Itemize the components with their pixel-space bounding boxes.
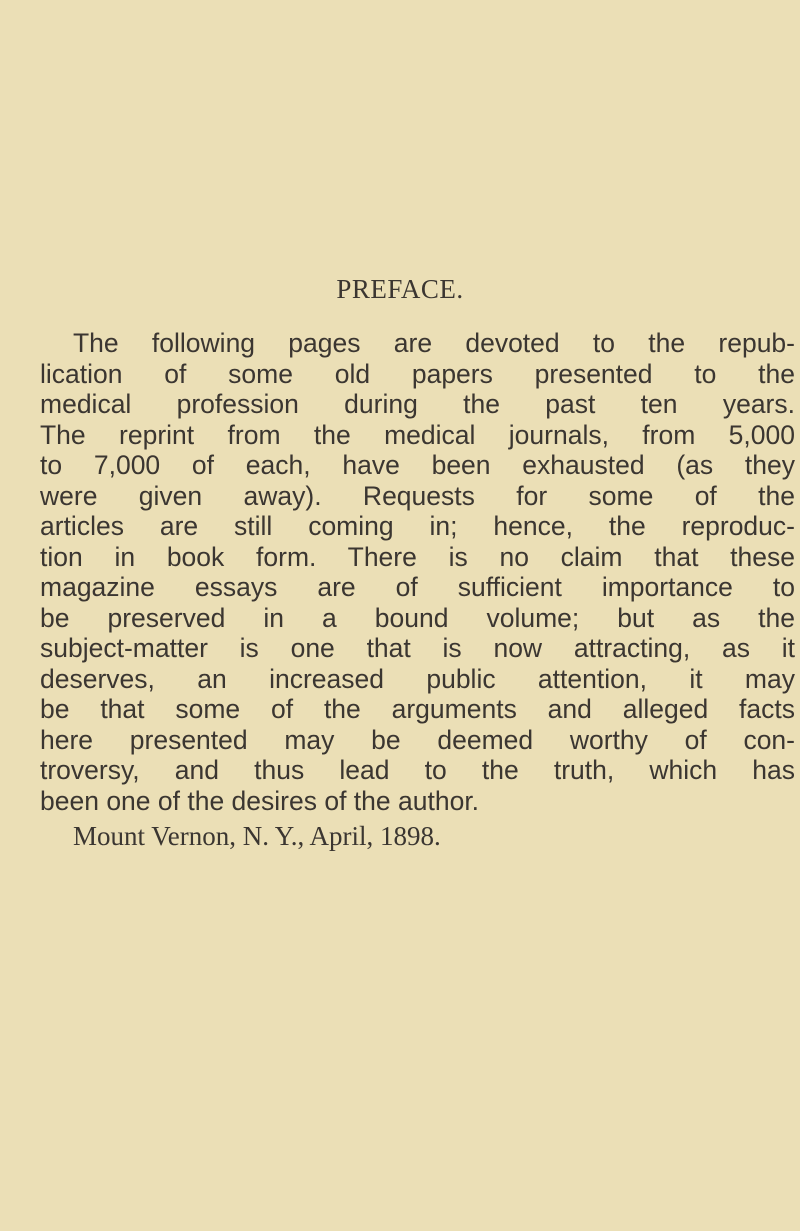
text-line: tion in book form. There is no claim that these <box>40 541 795 572</box>
page-title: PREFACE. <box>336 274 464 304</box>
text-line: troversy, and thus lead to the truth, which has <box>40 755 795 785</box>
text-line: be preserved in a bound volume; but as the <box>40 602 795 633</box>
text-line: lication of some old papers presented to the <box>40 358 795 389</box>
text-line: be that some of the arguments and alleged facts <box>40 694 795 724</box>
preface-paragraph <box>40 328 795 816</box>
text-line: were given away). Requests for some of the <box>40 480 795 511</box>
text-line: been one of the desires of the author. <box>40 785 480 816</box>
text-line: subject-matter is one that is now attracting, as it <box>40 633 795 663</box>
text-line: magazine essays are of sufficient importance to <box>40 572 795 602</box>
signature-place-date: Mount Vernon, N. Y., April, 1898. <box>73 821 441 851</box>
text-line: articles are still coming in; hence, the reproduc- <box>40 511 795 541</box>
text-line: here presented may be deemed worthy of con- <box>40 724 795 755</box>
text-line: The following pages are devoted to the repub- <box>73 328 795 358</box>
text-line: medical profession during the past ten years. <box>40 389 795 419</box>
text-line: deserves, an increased public attention, it may <box>40 663 795 694</box>
text-line: to 7,000 of each, have been exhausted (as they <box>40 450 795 480</box>
text-line: The reprint from the medical journals, from 5,000 <box>40 419 795 450</box>
